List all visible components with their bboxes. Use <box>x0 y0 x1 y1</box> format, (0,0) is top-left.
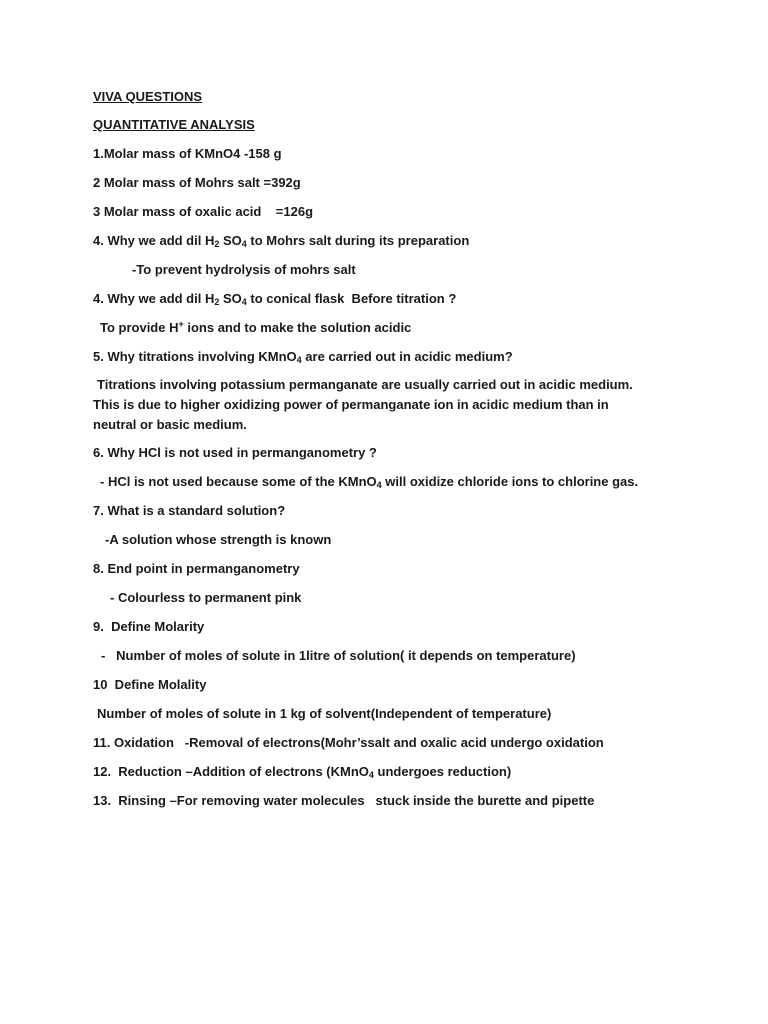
question-molality: 10 Define Molality <box>93 677 207 692</box>
answer-molarity: - Number of moles of solute in 1litre of solution( it depends on temperature) <box>101 648 576 663</box>
answer-standard-solution: -A solution whose strength is known <box>105 532 332 547</box>
line-molar-mass-mohrs-salt: 2 Molar mass of Mohrs salt =392g <box>93 175 301 190</box>
answer-molality: Number of moles of solute in 1 kg of solvent(Independent of temperature) <box>97 706 552 721</box>
line-molar-mass-kmno4: 1.Molar mass of KMnO4 -158 g <box>93 146 282 161</box>
line-reduction: 12. Reduction –Addition of electrons (KMnO$_4$ undergoes reduction) <box>93 764 512 780</box>
line-oxidation: 11. Oxidation -Removal of electrons(Mohr’ssalt and oxalic acid undergo oxidation <box>93 735 604 750</box>
answer-hcl: - HCl is not used because some of the KMnO$_4$ will oxidize chloride ions to chlorine gas. <box>100 474 639 490</box>
answer-acidic-medium-line-3: neutral or basic medium. <box>93 417 247 432</box>
question-h2so4-conical-flask: 4. Why we add dil $H_2$ $SO_4$ to conical flask Before titration ? <box>93 291 457 307</box>
question-acidic-medium: 5. Why titrations involving KMnO$_4$ are carried out in acidic medium? <box>93 349 513 365</box>
question-standard-solution: 7. What is a standard solution? <box>93 503 286 518</box>
heading-quantitative-analysis: QUANTITATIVE ANALYSIS <box>93 117 255 132</box>
question-end-point: 8. End point in permanganometry <box>93 561 300 576</box>
answer-end-point: - Colourless to permanent pink <box>110 590 302 605</box>
answer-acidic-medium-line-2: This is due to higher oxidizing power of permanganate ion in acidic medium than in <box>93 397 609 412</box>
question-hcl: 6. Why HCl is not used in permanganometry ? <box>93 445 377 460</box>
answer-provide-h-ions: To provide H+ ions and to make the solution acidic <box>100 319 412 335</box>
heading-viva-questions: VIVA QUESTIONS <box>93 89 203 104</box>
line-molar-mass-oxalic-acid: 3 Molar mass of oxalic acid =126g <box>93 204 314 219</box>
answer-acidic-medium-line-1: Titrations involving potassium permanganate are usually carried out in acidic medium. <box>97 377 633 392</box>
answer-prevent-hydrolysis: -To prevent hydrolysis of mohrs salt <box>132 262 356 277</box>
line-rinsing: 13. Rinsing –For removing water molecules stuck inside the burette and pipette <box>93 793 595 808</box>
question-h2so4-mohrs-salt: 4. Why we add dil $H_2$ $SO_4$ to Mohrs salt during its preparation <box>93 233 470 249</box>
question-molarity: 9. Define Molarity <box>93 619 205 634</box>
